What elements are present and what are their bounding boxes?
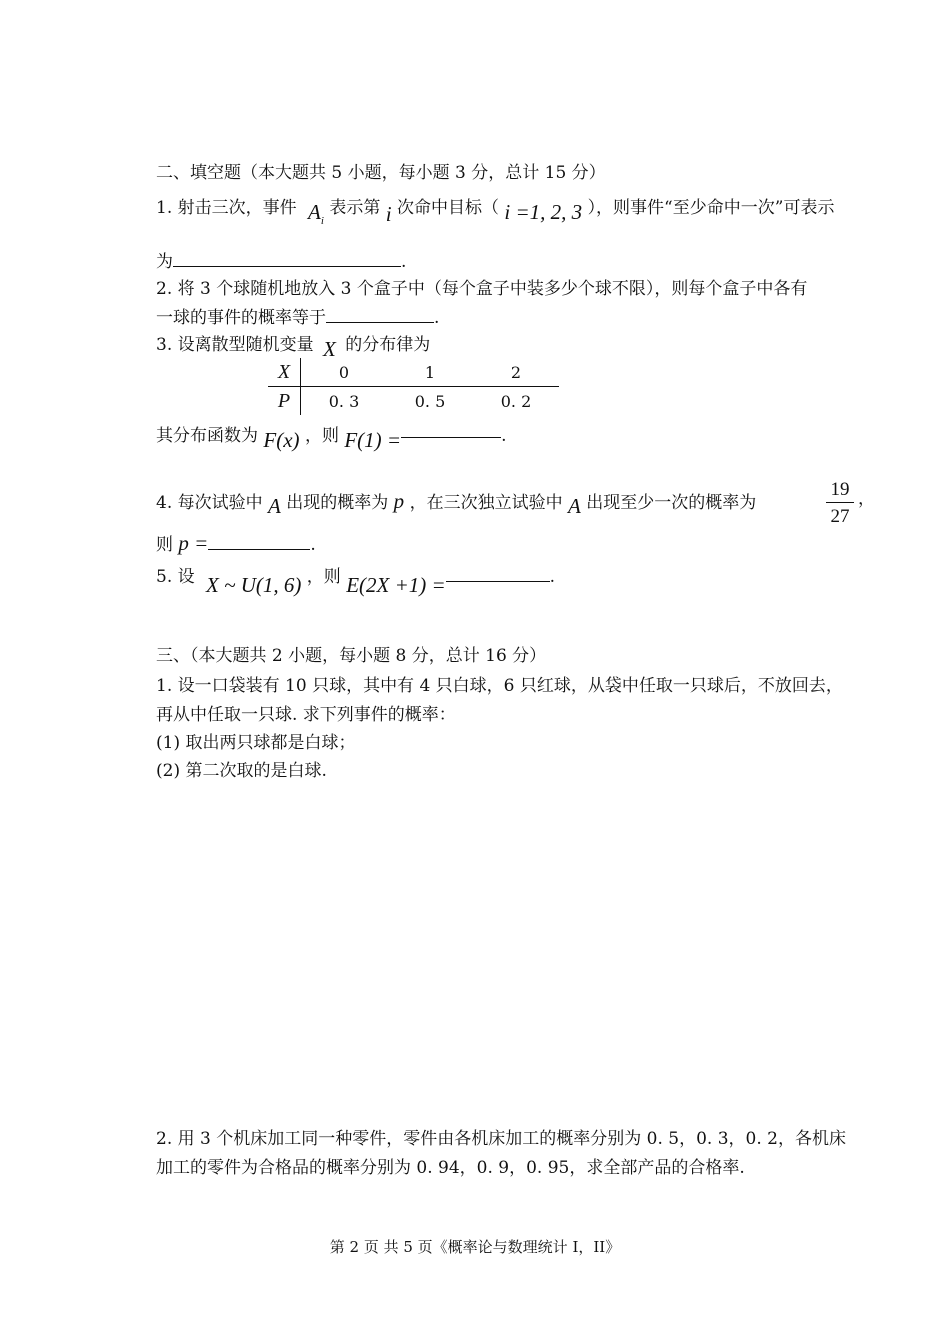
q4-event-2: A [567,494,581,518]
question-2-1 [156,196,835,228]
question-3-1-line2: 再从中任取一只球. 求下列事件的概率： [156,705,456,725]
q3-variable: X [323,337,336,361]
answer-blank-5[interactable] [446,567,550,582]
answer-blank-2[interactable] [326,308,434,323]
section-2-heading: 二、填空题（本大题共 5 小题，每小题 3 分，总计 15 分） [156,163,606,183]
question-3-1: 1. 设一口袋装有 10 只球，其中有 4 只白球，6 只红球，从袋中任取一只球后，不放回去， [156,676,843,696]
table-prob: 0. 2 [500,391,532,411]
table-prob: 0. 5 [414,391,446,411]
question-2-2-line2: 一球的事件的概率等于 . [156,308,440,328]
answer-blank-1[interactable] [173,252,401,267]
answer-blank-4[interactable] [208,535,310,550]
table-value: 0 [301,358,388,387]
probability-fraction: $\frac{19}{27}$ [826,480,854,526]
question-2-3-line2: 其分布函数为 F(x) ，则 F(1) = . [156,424,507,445]
question-2-2: 2. 将 3 个球随机地放入 3 个盒子中（每个盒子中装多少个球不限），则每个盒子中各有 [156,279,808,299]
q1-mid2: 次命中目标（ [396,198,499,218]
table-header-x: X [268,358,301,387]
question-2-4: 4. 每次试验中 A 出现的概率为 p ，在三次独立试验中 A 出现至少一次的概率为 [156,489,757,518]
q5-expression: E(2X +1) = [346,573,446,597]
q1-suffix: ），则事件“至少命中一次”可表示 [587,198,835,218]
q1-range: i =1, 2, 3 [504,200,583,224]
q1-prefix: 1. 射击三次，事件 [156,198,297,218]
q1-event: $A_i$ [308,200,324,228]
q4-p: p [393,489,405,513]
question-2-1-line2: 为 . [156,252,407,272]
table-value: 1 [387,358,473,387]
question-2-3: 3. 设离散型随机变量 X 的分布律为 [156,335,431,361]
question-2-4-line2: 则 p = . [156,531,316,555]
q3-expression: F(1) = [344,428,402,452]
q4-expression: p = [178,531,209,555]
q1-index: i [385,202,392,226]
distribution-table [268,358,559,415]
question-2-5: 5. 设 X ~ U(1, 6) ，则 E(2X +1) = . [156,567,556,597]
question-3-2: 2. 用 3 个机床加工同一种零件，零件由各机床加工的概率分别为 0. 5，0. 3，0. 2，各机床 [156,1129,846,1149]
table-value: 2 [473,358,559,387]
question-3-1-part2: (2) 第二次取的是白球. [156,761,327,781]
q5-distribution: X ~ U(1, 6) [206,573,302,597]
answer-blank-3[interactable] [401,423,501,438]
table-prob: 0. 3 [328,391,360,411]
q4-comma: ， [858,489,875,509]
page-footer: 第 2 页 共 5 页《概率论与数理统计 I，II》 [329,1238,621,1256]
q4-event: A [268,494,281,518]
table-header-p: P [268,387,301,416]
question-3-2-line2: 加工的零件为合格品的概率分别为 0. 94，0. 9，0. 95，求全部产品的合格率. [156,1158,745,1178]
q1-mid: 表示第 [329,198,381,218]
section-3-heading: 三、（本大题共 2 小题，每小题 8 分，总计 16 分） [156,646,547,666]
q3-function: F(x) [263,428,300,452]
question-3-1-part1: (1) 取出两只球都是白球； [156,733,356,753]
